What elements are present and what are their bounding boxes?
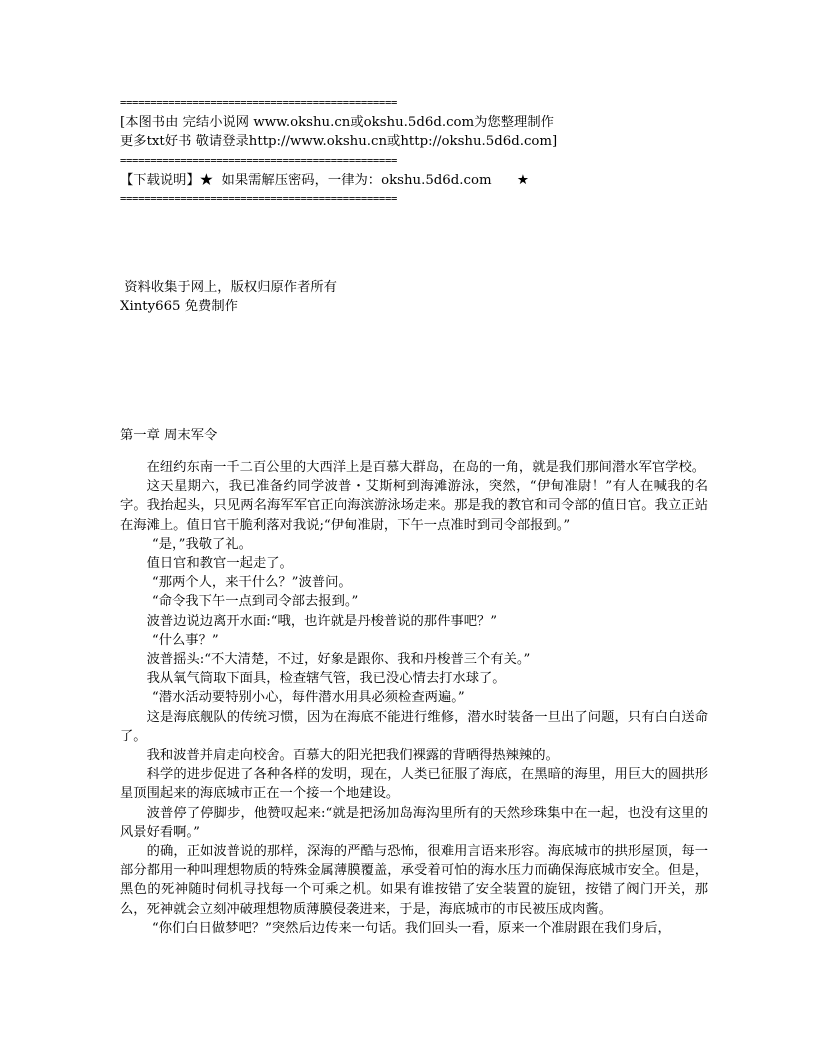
paragraph: 我从氧气筒取下面具，检查辖气管，我已没心情去打水球了。 [146,671,506,687]
paragraph: 的确，正如波普说的那样，深海的严酷与恐怖，很难用言语来形容。海底城市的拱形屋顶，每一部分都用一种叫理想物质的特殊金属薄膜覆盖，承受着可怕的海水压力而确保海底城市安全。但是，黑色的死神随时伺机寻找每一个可乘之机。如果有谁按错了安全装置的旋钮，按错了阀门开关，那么，死神就会立刻冲破理想物质薄膜侵袭进来，于是，海底城市的市民被压成肉酱。 [120,844,708,917]
paragraph: “是，”我敬了礼。 [151,536,252,552]
chapter-title: 第一章 周末军令 [120,428,218,443]
separator-line: ============================================== [120,193,397,206]
paragraph: 这是海底舰队的传统习惯，因为在海底不能进行维修，潜水时装备一旦出了问题，只有白白送命了。 [120,709,708,744]
separator-line: ============================================== [120,97,397,109]
header-line-source: [本图书由 完结小说网 www.okshu.cn或okshu.5d6d.com为您整理制作 [120,115,554,131]
credit-maker-line: Xinty665 免费制作 [120,299,238,315]
paragraph: “命令我下午一点到司令部去报到。” [151,594,359,610]
paragraph: 科学的进步促进了各种各样的发明，现在，人类已征服了海底，在黑暗的海里，用巨大的圆拱形星顶围起来的海底城市正在一个接一个地建设。 [120,767,708,802]
paragraph: 我和波普并肩走向校舍。百慕大的阳光把我们裸露的背晒得热辣辣的。 [146,748,559,764]
paragraph: 波普停了停脚步，他赞叹起来:“就是把汤加岛海沟里所有的天然珍珠集中在一起，也没有这里的风景好看啊。” [120,805,708,840]
paragraph: 值日官和教官一起走了。 [146,556,293,572]
credit-copyright-line: 资料收集于网上，版权归原作者所有 [120,280,337,295]
paragraph: 波普边说边离开水面:“哦，也许就是丹梭普说的那件事吧？” [146,613,498,629]
header-line-more: 更多txt好书 敬请登录http://www.okshu.cn或http://okshu.5d6d.com] [120,134,558,150]
paragraph: 在纽约东南一千二百公里的大西洋上是百慕大群岛，在岛的一角，就是我们那间潜水军官学校。 [146,460,706,475]
paragraph: “什么事？” [151,632,219,648]
paragraph: “你们白日做梦吧？”突然后边传来一句话。我们回头一看，原来一个准尉跟在我们身后， [151,920,671,936]
header-notice [120,94,557,209]
separator-line: ============================================== [120,154,397,167]
paragraph: “潜水活动要特别小心，每件潜水用具必须检查两遍。” [151,690,465,706]
download-note: 【下载说明】★ 如果需解压密码，一律为：okshu.5d6d.com ★ [120,172,529,188]
paragraph: “那两个人，来干什么？”波普问。 [151,575,352,591]
credits [120,278,337,316]
paragraph: 波普摇头:“不大清楚，不过，好象是跟你、我和丹梭普三个有关。” [146,652,531,668]
paragraph: 这天星期六，我已准备约同学波普・艾斯柯到海滩游泳，突然，“伊甸准尉！”有人在喊我的名字。我抬起头，只见两名海军军官正向海滨游泳场走来。那是我的教官和司令部的值日官。我立正站在海滩上。值日官干脆利落对我说;“伊甸准尉，下午一点准时到司令部报到。” [120,479,708,533]
chapter-body [120,458,708,938]
